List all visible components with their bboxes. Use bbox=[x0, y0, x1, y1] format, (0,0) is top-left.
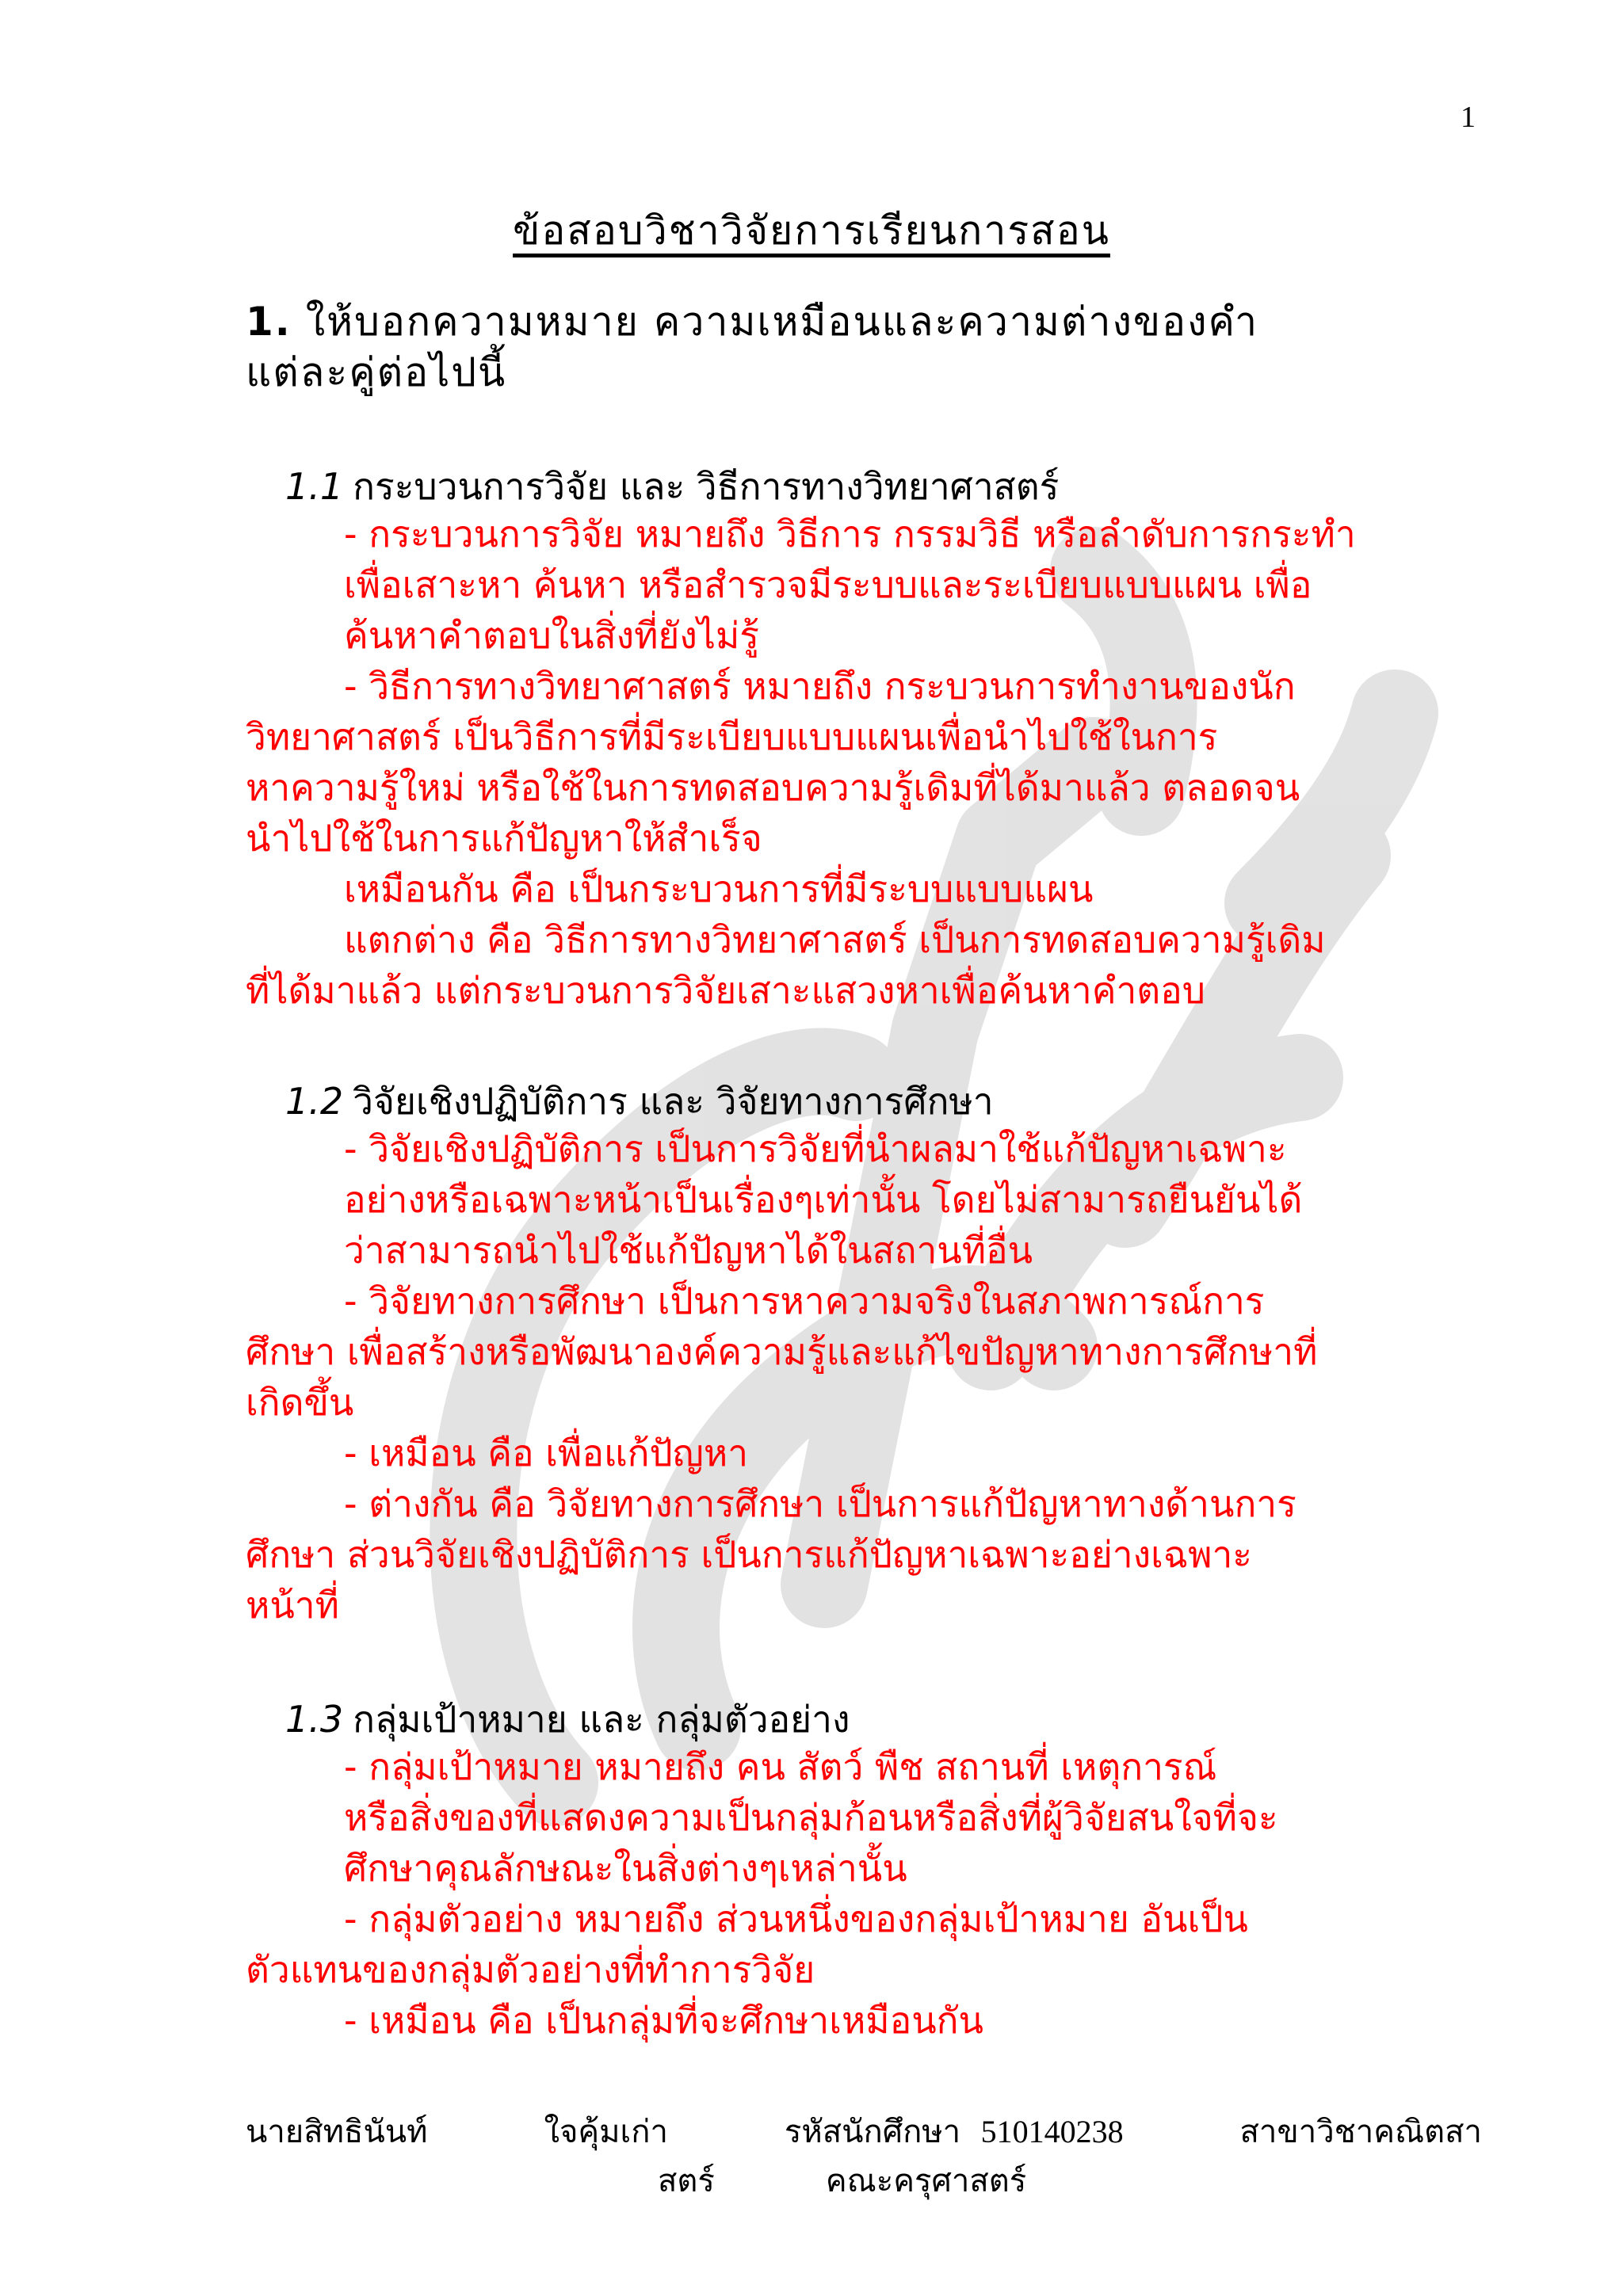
section-body-1-3 bbox=[246, 1741, 1474, 2046]
section-number: 1.3 bbox=[285, 1698, 344, 1741]
question-text-line-2: แต่ละคู่ต่อไปนี้ bbox=[246, 349, 507, 395]
answer-line: ว่าสามารถนำไปใช้แก้ปัญหาได้ในสถานที่อื่น bbox=[344, 1229, 1033, 1272]
answer-line: ตัวแทนของกลุ่มตัวอย่างที่ทำการวิจัย bbox=[246, 1948, 815, 1991]
section-body-1-2 bbox=[246, 1123, 1474, 1630]
author-surname: ใจคุ้มเก่า bbox=[544, 2114, 668, 2150]
question-text-line-1: ให้บอกความหมาย ความเหมือนและความต่างของคำ bbox=[305, 299, 1259, 345]
answer-line: หน้าที่ bbox=[246, 1584, 339, 1627]
major: สาขาวิชาคณิตสา bbox=[1239, 2114, 1482, 2150]
section-number: 1.2 bbox=[285, 1080, 344, 1123]
answer-line: ศึกษาคุณลักษณะในสิ่งต่างๆเหล่านั้น bbox=[344, 1847, 907, 1890]
answer-line: - กลุ่มเป้าหมาย หมายถึง คน สัตว์ พืช สถานที่ เหตุการณ์ bbox=[344, 1745, 1217, 1788]
answer-line: อย่างหรือเฉพาะหน้าเป็นเรื่องๆเท่านั้น โดยไม่สามารถยืนยันได้ bbox=[344, 1178, 1303, 1221]
section-heading-text: กระบวนการวิจัย และ วิธีการทางวิทยาศาสตร์ bbox=[353, 465, 1060, 508]
answer-line: หาความรู้ใหม่ หรือใช้ในการทดสอบความรู้เดิมที่ได้มาแล้ว ตลอดจน bbox=[246, 766, 1300, 809]
section-number: 1.1 bbox=[285, 465, 344, 508]
answer-line: นำไปใช้ในการแก้ปัญหาให้สำเร็จ bbox=[246, 817, 762, 860]
section-heading-text: กลุ่มเป้าหมาย และ กลุ่มตัวอย่าง bbox=[353, 1698, 850, 1741]
question-1 bbox=[246, 296, 1387, 398]
answer-line: แตกต่าง คือ วิธีการทางวิทยาศาสตร์ เป็นการทดสอบความรู้เดิม bbox=[344, 918, 1326, 961]
student-id-label: รหัสนักศึกษา bbox=[784, 2114, 961, 2150]
answer-line: - ต่างกัน คือ วิจัยทางการศึกษา เป็นการแก้ปัญหาทางด้านการ bbox=[344, 1482, 1296, 1525]
answer-line: เหมือนกัน คือ เป็นกระบวนการที่มีระบบแบบแผน bbox=[344, 868, 1094, 910]
section-heading-1-1 bbox=[285, 458, 1059, 516]
document-title: ข้อสอบวิชาวิจัยการเรียนการสอน bbox=[513, 208, 1110, 254]
author-name: นายสิทธินันท์ bbox=[246, 2114, 428, 2150]
section-body-1-1 bbox=[246, 509, 1474, 1016]
answer-line: ศึกษา เพื่อสร้างหรือพัฒนาองค์ความรู้และแก้ไขปัญหาทางการศึกษาที่ bbox=[246, 1330, 1318, 1373]
answer-line: เกิดขึ้น bbox=[246, 1381, 354, 1424]
answer-line: - วิธีการทางวิทยาศาสตร์ หมายถึง กระบวนการทำงานของนัก bbox=[344, 665, 1296, 707]
student-id-group bbox=[785, 2107, 1124, 2157]
student-id: 510140238 bbox=[980, 2114, 1124, 2149]
answer-line: - เหมือน คือ เพื่อแก้ปัญหา bbox=[344, 1432, 749, 1474]
answer-line: เพื่อเสาะหา ค้นหา หรือสำรวจมีระบบและระเบียบแบบแผน เพื่อ bbox=[344, 563, 1312, 606]
answer-line: - กลุ่มตัวอย่าง หมายถึง ส่วนหนึ่งของกลุ่มเป้าหมาย อันเป็น bbox=[344, 1897, 1248, 1940]
answer-line: หรือสิ่งของที่แสดงความเป็นกลุ่มก้อนหรือสิ่งที่ผู้วิจัยสนใจที่จะ bbox=[344, 1796, 1278, 1839]
page-number: 1 bbox=[1461, 101, 1476, 134]
answer-line: วิทยาศาสตร์ เป็นวิธีการที่มีระเบียบแบบแผนเพื่อนำไปใช้ในการ bbox=[246, 715, 1218, 758]
answer-line: ศึกษา ส่วนวิจัยเชิงปฏิบัติการ เป็นการแก้ปัญหาเฉพาะอย่างเฉพาะ bbox=[246, 1533, 1252, 1576]
section-heading-1-3 bbox=[285, 1691, 850, 1749]
answer-line: ค้นหาคำตอบในสิ่งที่ยังไม่รู้ bbox=[344, 614, 760, 657]
answer-line: ที่ได้มาแล้ว แต่กระบวนการวิจัยเสาะแสวงหาเพื่อค้นหาคำตอบ bbox=[246, 969, 1206, 1012]
section-heading-text: วิจัยเชิงปฏิบัติการ และ วิจัยทางการศึกษา bbox=[353, 1080, 994, 1123]
faculty: คณะครุศาสตร์ bbox=[825, 2163, 1027, 2199]
answer-line: - เหมือน คือ เป็นกลุ่มที่จะศึกษาเหมือนกัน bbox=[344, 1999, 983, 2042]
page-footer bbox=[246, 2107, 1482, 2206]
section-heading-1-2 bbox=[285, 1073, 994, 1131]
question-number: 1. bbox=[246, 299, 292, 345]
answer-line: - วิจัยทางการศึกษา เป็นการหาความจริงในสภาพการณ์การ bbox=[344, 1280, 1265, 1322]
answer-line: - กระบวนการวิจัย หมายถึง วิธีการ กรรมวิธี หรือลำดับการกระทำ bbox=[344, 513, 1356, 555]
major-continued: สตร์ bbox=[658, 2163, 715, 2199]
answer-line: - วิจัยเชิงปฏิบัติการ เป็นการวิจัยที่นำผลมาใช้แก้ปัญหาเฉพาะ bbox=[344, 1127, 1287, 1170]
